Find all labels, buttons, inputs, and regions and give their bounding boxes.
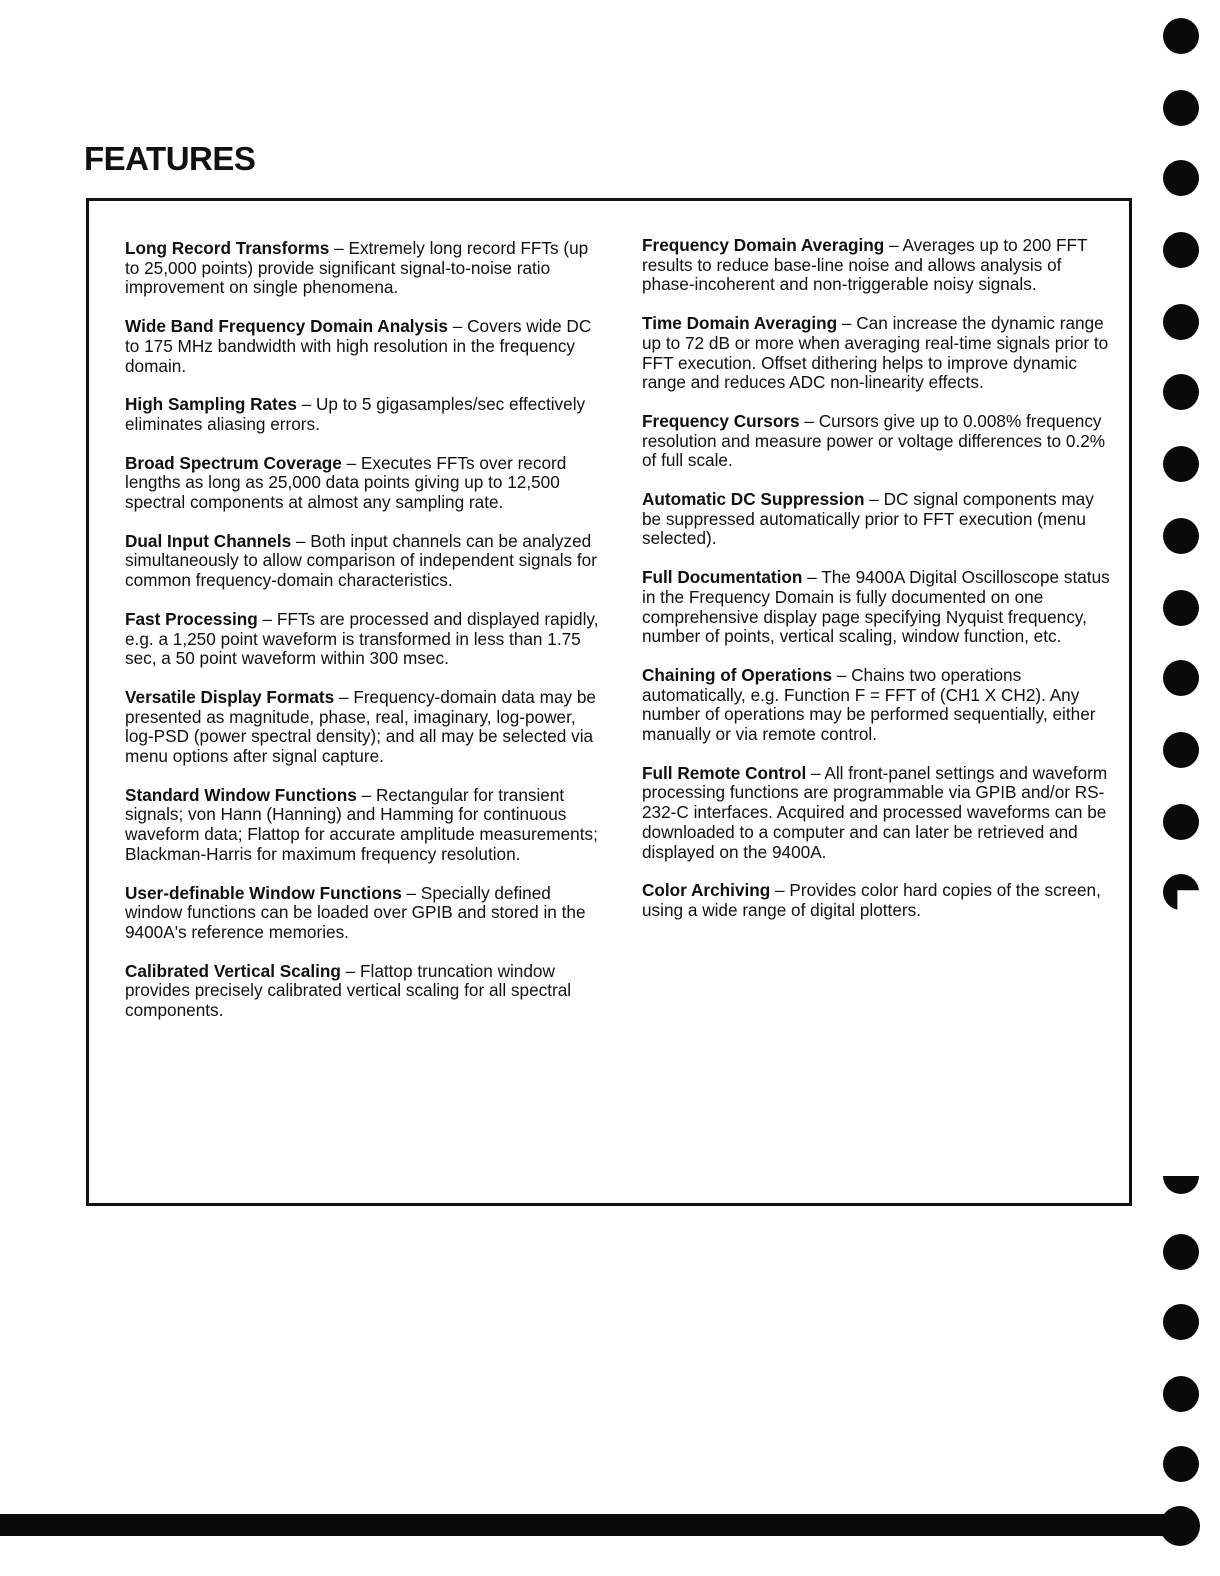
feature-title: Frequency Cursors (642, 410, 800, 431)
binder-hole (1163, 1304, 1199, 1340)
binder-hole (1163, 590, 1199, 626)
page-title: FEATURES (84, 140, 256, 177)
feature-item (642, 236, 1112, 295)
binder-hole (1163, 660, 1199, 696)
feature-text: – Frequency-domain data may be presented as magnitude, phase, real, imaginary, log-power, log-PSD (power spectral density); and all may be selected via menu options after signal capture. (125, 686, 596, 767)
feature-text: – Extremely long record FFTs (up to 25,000 points) provide significant signal-to-noise ratio improvement on single phenomena. (125, 238, 589, 298)
feature-text: – Chains two operations automatically, e.g. Function F = FFT of (CH1 X CH2). Any number of operations may be performed sequentially, either manually or via remote control. (642, 664, 1096, 745)
feature-text: – Flattop truncation window provides precisely calibrated vertical scaling for all spectral components. (125, 960, 572, 1021)
feature-title: Frequency Domain Averaging (642, 235, 885, 255)
feature-item (642, 412, 1112, 471)
binder-hole (1163, 374, 1199, 410)
feature-item (125, 962, 605, 1021)
feature-item (642, 568, 1112, 647)
binder-hole (1163, 874, 1199, 910)
feature-item (125, 610, 605, 669)
feature-text: – Up to 5 gigasamples/sec effectively eliminates aliasing errors. (125, 394, 586, 434)
bottom-rule (0, 1514, 1180, 1536)
feature-item (125, 317, 605, 376)
feature-item (125, 395, 605, 434)
feature-text: – DC signal components may be suppressed automatically prior to FFT execution (menu selected). (642, 489, 1094, 549)
binder-hole (1163, 804, 1199, 840)
features-left-column (125, 239, 605, 1040)
feature-title: Time Domain Averaging (642, 313, 838, 334)
binder-holes (1163, 0, 1203, 1576)
feature-title: User-definable Window Functions (125, 882, 402, 903)
feature-item (642, 764, 1112, 863)
feature-title: Calibrated Vertical Scaling (125, 960, 341, 981)
binder-hole (1163, 1376, 1199, 1412)
feature-text: – Specially defined window functions can be loaded over GPIB and stored in the 9400A's reference memories. (125, 882, 586, 942)
feature-title: Chaining of Operations (642, 664, 833, 685)
binder-hole (1163, 160, 1199, 196)
feature-title: Long Record Transforms (125, 238, 330, 258)
binder-hole (1163, 232, 1199, 268)
feature-text: – Averages up to 200 FFT results to reduce base-line noise and allows analysis of phase-incoherent and non-triggerable noisy signals. (642, 235, 1088, 295)
feature-text: – FFTs are processed and displayed rapidly, e.g. a 1,250 point waveform is transformed in less than 1.75 sec, a 50 point waveform within 300 msec. (125, 608, 599, 669)
feature-item (642, 314, 1112, 393)
features-right-column (642, 236, 1112, 940)
feature-item (642, 490, 1112, 549)
feature-item (642, 881, 1112, 920)
binder-hole (1163, 304, 1199, 340)
feature-text: – Can increase the dynamic range up to 72 dB or more when averaging real-time signals prior to FFT execution. Offset dithering helps to improve dynamic range and reduces ADC non-linearity effects. (642, 313, 1109, 393)
feature-text: – Covers wide DC to 175 MHz bandwidth with high resolution in the frequency domain. (125, 316, 592, 376)
feature-title: Versatile Display Formats (125, 686, 335, 707)
binder-hole (1163, 518, 1199, 554)
feature-title: Fast Processing (125, 608, 258, 629)
feature-item (125, 884, 605, 943)
feature-title: Wide Band Frequency Domain Analysis (125, 316, 448, 337)
binder-hole (1163, 90, 1199, 126)
binder-hole (1163, 732, 1199, 768)
feature-text: – All front-panel settings and waveform processing functions are programmable via GPIB and/or RS-232-C interfaces. Acquired and processed waveforms can be downloaded to a computer and can later be retrieved and displayed on the 9400A. (642, 762, 1108, 862)
feature-item (125, 532, 605, 591)
feature-item (125, 786, 605, 865)
feature-text: – Executes FFTs over record lengths as long as 25,000 data points giving up to 12,500 spectral components at almost any sampling rate. (125, 452, 567, 513)
binder-hole (1163, 446, 1199, 482)
feature-item (125, 688, 605, 767)
feature-title: Standard Window Functions (125, 784, 357, 805)
binder-hole (1163, 18, 1199, 54)
feature-text: – Both input channels can be analyzed simultaneously to allow comparison of independent signals for common frequency-domain characteristics. (125, 530, 597, 591)
feature-item (642, 666, 1112, 745)
feature-title: Full Remote Control (642, 762, 807, 783)
binder-hole (1163, 1176, 1199, 1194)
feature-text: – Cursors give up to 0.008% frequency resolution and measure power or voltage differences to 0.2% of full scale. (642, 410, 1106, 471)
feature-title: Full Documentation (642, 567, 803, 588)
feature-title: Color Archiving (642, 880, 771, 901)
feature-item (125, 454, 605, 513)
feature-title: High Sampling Rates (125, 394, 297, 415)
feature-title: Broad Spectrum Coverage (125, 452, 342, 473)
binder-hole (1160, 1506, 1200, 1546)
binder-hole (1163, 1446, 1199, 1482)
feature-text: – Provides color hard copies of the screen, using a wide range of digital plotters. (642, 880, 1101, 920)
features-box (86, 198, 1132, 1206)
binder-hole (1163, 1234, 1199, 1270)
feature-text: – Rectangular for transient signals; von Hann (Hanning) and Hamming for continuous waveform data; Flattop for accurate amplitude measurements; Blackman-Harris for maximum frequency resolution. (125, 784, 598, 864)
feature-title: Automatic DC Suppression (642, 489, 865, 510)
feature-text: – The 9400A Digital Oscilloscope status in the Frequency Domain is fully documented on one comprehensive display page specifying Nyquist frequency, number of points, vertical scaling, window function, etc. (642, 567, 1110, 647)
feature-item (125, 239, 605, 298)
feature-title: Dual Input Channels (125, 530, 292, 551)
